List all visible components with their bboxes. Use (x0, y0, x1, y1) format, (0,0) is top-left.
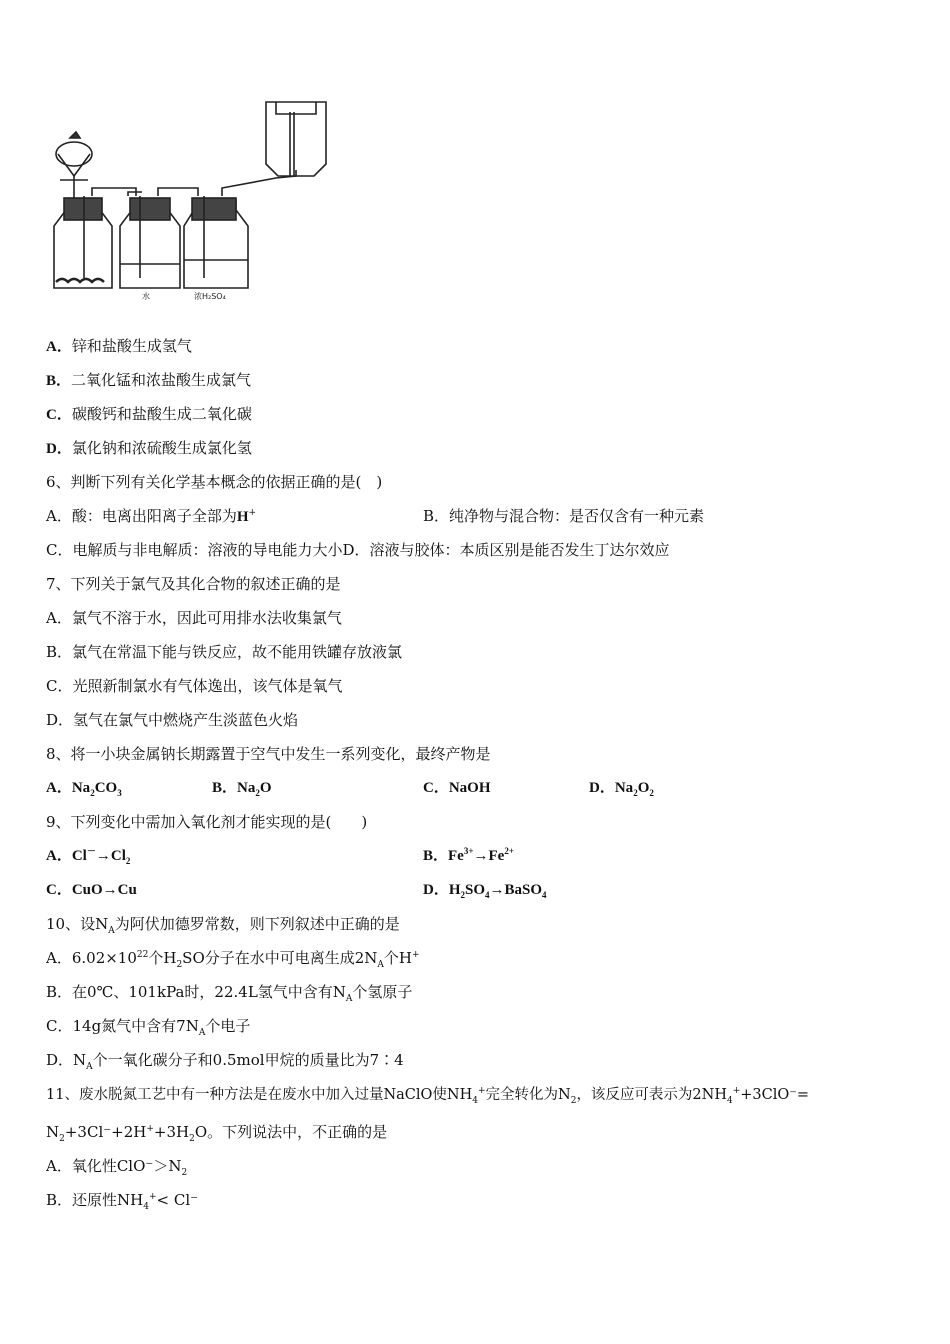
q6-stem: 6、判断下列有关化学基本概念的依据正确的是( ) (46, 473, 383, 491)
q9-stem: 9、下列变化中需加入氧化剂才能实现的是( ) (46, 813, 368, 831)
q5-option-b: B．二氧化锰和浓盐酸生成氯气 (46, 371, 252, 389)
q6-option-b: B．纯净物与混合物：是否仅含有一种元素 (423, 507, 705, 525)
q10-option-c: C．14g氮气中含有$7N_A$个电子 (46, 1017, 251, 1038)
q7-option-a: A．氯气不溶于水，因此可用排水法收集氯气 (46, 609, 342, 627)
q11-option-a: A．氧化性$ClO^->N_2$ (46, 1157, 188, 1178)
q10-option-a: A．$6.02\times 10^{22}$个$H_2SO$分子在水中可电离生成$2N_A$个H+ (46, 949, 420, 970)
figure-label-left: 水 (142, 292, 150, 301)
q8-stem: 8、将一小块金属钠长期露置于空气中发生一系列变化，最终产物是 (46, 745, 491, 763)
q10-option-d: D．$N_A$个一氧化碳分子和0.5mol甲烷的质量比为7∶4 (46, 1051, 404, 1072)
q9-option-c: C．CuO→Cu (46, 882, 137, 898)
collecting-bottle (266, 102, 326, 176)
q5-option-a: A．锌和盐酸生成氢气 (46, 337, 192, 355)
q10-option-b: B．在0℃、101kPa时，22.4L氢气中含有$N_A$个氢原子 (46, 983, 413, 1004)
q11-stem-line1: 11、废水脱氮工艺中有一种方法是在废水中加入过量NaClO使$NH_4^+$完全转化为$N_2$，该反应可表示为$2NH_4^++3ClO^-=$ (46, 1086, 810, 1106)
q6-option-a: A．酸：电离出阳离子全部为H+ (46, 507, 257, 525)
q7-option-c: C．光照新制氯水有气体逸出，该气体是氧气 (46, 677, 343, 695)
q5-option-c: C．碳酸钙和盐酸生成二氧化碳 (46, 405, 252, 423)
q10-stem: 10、设$N_A$为阿伏加德罗常数，则下列叙述中正确的是 (46, 915, 400, 936)
q8-option-d: D．$Na_2O_2$ (589, 780, 654, 798)
q7-stem: 7、下列关于氯气及其化合物的叙述正确的是 (46, 575, 341, 593)
q9-option-b: B．$Fe^{3+}\to Fe^{2+}$ (423, 846, 514, 864)
q7-option-d: D．氢气在氯气中燃烧产生淡蓝色火焰 (46, 711, 299, 729)
q9-option-d: D．$H_2SO_4\to BaSO_4$ (423, 882, 547, 900)
q9-option-a: A．$Cl^-\to Cl_2$ (46, 846, 131, 866)
q8-option-a: A．$Na_2CO_3$ (46, 780, 122, 798)
figure-label-right: 浓H₂SO₄ (194, 292, 226, 301)
q11-stem-line2: $N_2+3Cl^-+2H^++3H_2O$。下列说法中，不正确的是 (46, 1123, 388, 1144)
q7-option-b: B．氯气在常温下能与铁反应，故不能用铁罐存放液氯 (46, 643, 403, 661)
apparatus-figure (44, 92, 334, 302)
q6-row-cd: C．电解质与非电解质：溶液的导电能力大小D．溶液与胶体：本质区别是能否发生丁达尔效应 (46, 541, 670, 559)
q8-option-b: B．$Na_2O$ (212, 780, 272, 798)
q5-option-d: D．氯化钠和浓硫酸生成氯化氢 (46, 439, 252, 457)
funnel (70, 132, 80, 138)
q11-option-b: B．还原性$NH_4^+< Cl^-$ (46, 1191, 199, 1212)
q8-option-c: C．NaOH (423, 780, 491, 796)
